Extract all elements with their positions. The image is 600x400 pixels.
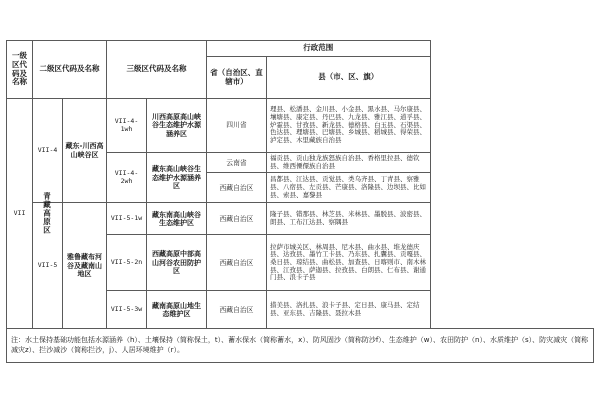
- province-cell: 西藏自治区: [207, 173, 267, 203]
- level1-name-text: 青藏高原区: [42, 191, 52, 235]
- county-list: 理县、松潘县、金川县、小金县、黑水县、马尔康县、壤塘县、康定县、丹巴县、九龙县、雅江县、道孚县、炉霍县、甘孜县、新龙县、德格县、白玉县、石渠县、色达县、理塘县、巴塘县、乡城县、稻城县、得荣县、泸定县、木里藏族自治县: [267, 99, 431, 153]
- header-admin: 行政范围: [207, 41, 431, 57]
- level1-code: VII: [7, 99, 33, 329]
- level3-name: 藏南高原山地生态维护区: [147, 291, 207, 329]
- level3-name: 藏东南高山峡谷生态维护区: [147, 203, 207, 235]
- header-province: 省（自治区、直辖市）: [207, 57, 267, 99]
- province-cell: 西藏自治区: [207, 291, 267, 329]
- level3-code: VII-5-3w: [107, 291, 147, 329]
- county-list: 福贡县、贡山独龙族怒族自治县、香格里拉县、德钦县、维西傈僳族自治县: [267, 153, 431, 173]
- zoning-table: [6, 40, 594, 363]
- county-list: 拉萨市城关区、林周县、尼木县、曲水县、堆龙德庆县、达孜县、墨竹工卡县、乃东县、扎囊县、贡嘎县、桑日县、琼结县、曲松县、加查县、日喀则市、南木林县、江孜县、萨迦县、拉孜县、白朗县、仁布县、谢通门县、浪卡子县: [267, 235, 431, 291]
- level3-name: 藏东高山峡谷生态维护水源涵养区: [147, 153, 207, 203]
- level2-code: VII-4: [33, 99, 63, 203]
- province-cell: 四川省: [207, 99, 267, 153]
- level2-name: 藏东-川西高山峡谷区: [63, 99, 107, 203]
- county-list: 措美县、洛扎县、浪卡子县、定日县、康马县、定结县、亚东县、吉隆县、聂拉木县: [267, 291, 431, 329]
- level3-code: VII-5-1w: [107, 203, 147, 235]
- level3-code: VII-4-1wh: [107, 99, 147, 153]
- level3-code: VII-5-2n: [107, 235, 147, 291]
- footnote: 注：水土保持基础功能包括水源涵养（h）、土壤保持（简称保土，t）、蓄水保水（简称蓄水，x）、防风固沙（简称防沙f）、生态维护（w）、农田防护（n）、水质维护（s）、防灾减灾（简称减灾z）、拦沙减沙（简称拦沙，j）、人居环境维护（r）。: [7, 329, 594, 363]
- header-county: 县（市、区、旗）: [267, 57, 431, 99]
- level3-code: VII-4-2wh: [107, 153, 147, 203]
- province-cell: 西藏自治区: [207, 203, 267, 235]
- province-cell: 西藏自治区: [207, 235, 267, 291]
- header-level3: 三级区代码及名称: [107, 41, 207, 99]
- level1-name: [32, 100, 62, 326]
- province-cell: 云南省: [207, 153, 267, 173]
- header-level2: 二级区代码及名称: [33, 41, 107, 99]
- level2-code: VII-5: [33, 203, 63, 329]
- level2-name: 雅鲁藏布河谷及藏南山地区: [63, 203, 107, 329]
- level3-name: 川西高原高山峡谷生态维护水源涵养区: [147, 99, 207, 153]
- header-level1: 一级区代码及名称: [7, 41, 33, 99]
- county-list: 昌都县、江达县、贡觉县、类乌齐县、丁青县、察雅县、八宿县、左贡县、芒康县、洛隆县、边坝县、比如县、索县、嘉黎县: [267, 173, 431, 203]
- level3-name: 西藏高原中部高山河谷农田防护区: [147, 235, 207, 291]
- county-list: 隆子县、错那县、林芝县、米林县、墨脱县、波密县、朗县、工布江达县、察隅县: [267, 203, 431, 235]
